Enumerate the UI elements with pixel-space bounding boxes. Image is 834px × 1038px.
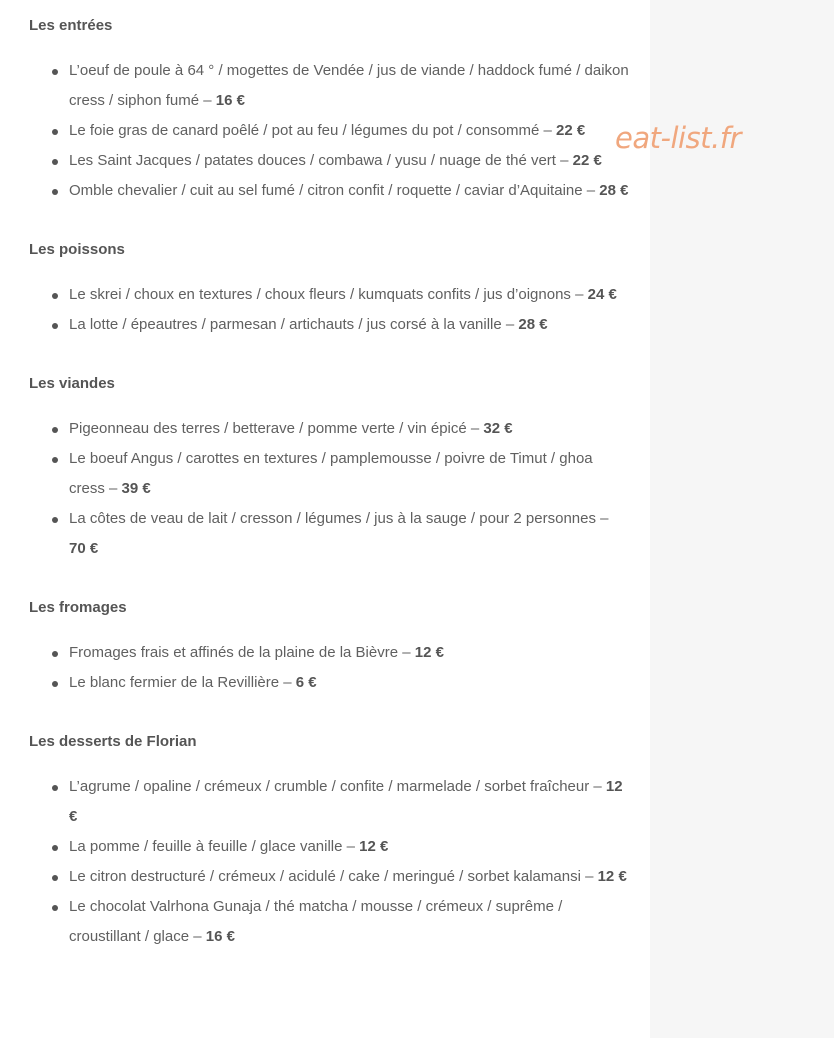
list-item [29, 892, 629, 952]
right-background-band [650, 0, 834, 1038]
dish-description: Le foie gras de canard poêlé / pot au feu / légumes du pot / consommé – [69, 122, 556, 139]
list-item [29, 146, 629, 176]
list-item [29, 280, 629, 310]
dish-price: 28 € [599, 182, 629, 199]
list-item [29, 310, 629, 340]
dish-price: 39 € [121, 480, 151, 497]
dish-price: 12 € [359, 838, 389, 855]
dish-description: Fromages frais et affinés de la plaine de la Bièvre – [69, 644, 415, 661]
list-item [29, 56, 629, 116]
dish-description: La pomme / feuille à feuille / glace vanille – [69, 838, 360, 855]
list-item [29, 668, 629, 698]
list-item [29, 176, 629, 206]
menu-content [29, 0, 629, 970]
list-item [29, 832, 629, 862]
list-item [29, 116, 629, 146]
dish-description: Le citron destructuré / crémeux / acidulé / cake / meringué / sorbet kalamansi – [69, 868, 598, 885]
list-item [29, 862, 629, 892]
dish-description: La lotte / épeautres / parmesan / artichauts / jus corsé à la vanille – [69, 316, 519, 333]
dish-description: Omble chevalier / cuit au sel fumé / citron confit / roquette / caviar d’Aquitaine – [69, 182, 600, 199]
section-title-poissons: Les poissons [29, 241, 125, 258]
dish-price: 32 € [483, 420, 513, 437]
dish-description: La côtes de veau de lait / cresson / légumes / jus à la sauge / pour 2 personnes – [69, 510, 609, 527]
dish-description: L’oeuf de poule à 64 ° / mogettes de Vendée / jus de viande / haddock fumé / daikon cress / siphon fumé – [69, 62, 629, 109]
dish-price: 16 € [205, 928, 235, 945]
list-item [29, 638, 629, 668]
section-title-viandes: Les viandes [29, 375, 115, 392]
dish-description: Les Saint Jacques / patates douces / combawa / yusu / nuage de thé vert – [69, 152, 573, 169]
poissons-list [29, 280, 629, 340]
section-title-entrees: Les entrées [29, 17, 113, 34]
entrees-list [29, 56, 629, 206]
dish-price: 70 € [69, 540, 99, 557]
section-title-desserts: Les desserts de Florian [29, 733, 197, 750]
dish-description: L’agrume / opaline / crémeux / crumble / confite / marmelade / sorbet fraîcheur – [69, 778, 606, 795]
list-item [29, 504, 629, 564]
dish-price: 12 € [69, 778, 623, 825]
dish-price: 28 € [518, 316, 548, 333]
dish-price: 22 € [555, 122, 586, 139]
dish-price: 12 € [597, 868, 627, 885]
dish-description: Le skrei / choux en textures / choux fleurs / kumquats confits / jus d’oignons – [69, 286, 588, 303]
dish-description: Le boeuf Angus / carottes en textures / pamplemousse / poivre de Timut / ghoa cress – [69, 450, 593, 497]
list-item [29, 772, 629, 832]
desserts-list [29, 772, 629, 952]
list-item [29, 444, 629, 504]
fromages-list [29, 638, 629, 698]
dish-price: 6 € [295, 674, 317, 691]
dish-description: Le blanc fermier de la Revillière – [69, 674, 296, 691]
section-title-fromages: Les fromages [29, 599, 127, 616]
dish-price: 22 € [572, 152, 602, 169]
dish-price: 12 € [414, 644, 444, 661]
dish-description: Pigeonneau des terres / betterave / pomme verte / vin épicé – [69, 420, 484, 437]
dish-price: 16 € [215, 92, 245, 109]
watermark-text: eat-list.fr [615, 121, 741, 155]
dish-description: Le chocolat Valrhona Gunaja / thé matcha / mousse / crémeux / suprême / croustillant / glace – [69, 898, 563, 945]
dish-price: 24 € [587, 286, 617, 303]
list-item [29, 414, 629, 444]
viandes-list [29, 414, 629, 564]
